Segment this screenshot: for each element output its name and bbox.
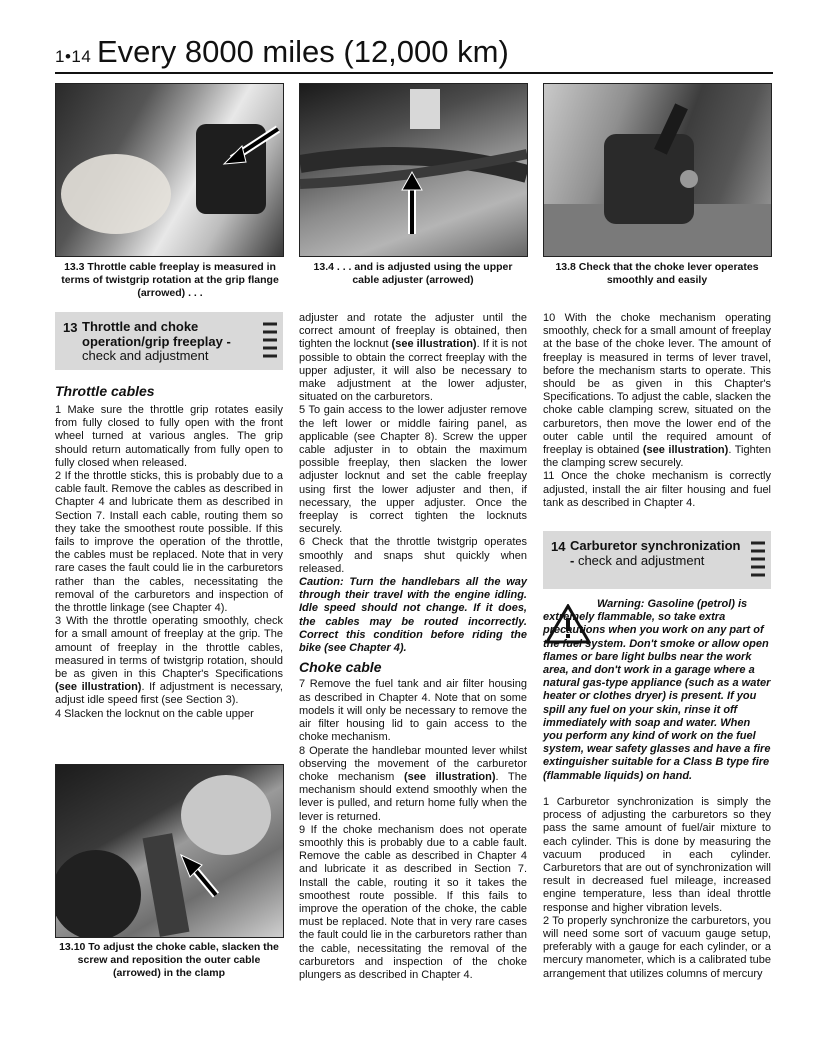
photo-13-8 <box>543 83 772 257</box>
text: 8 Operate the handlebar mounted lever whilst observing the movement of the carburetor choke mechanism <box>299 744 527 783</box>
warning-text: Warning: Gasoline (petrol) is extremely flammable, so take extra precautions when you work on any part of the fuel system. Don't smoke or allow open flames or bare light bulbs near the work area, and don't work in a garage where a natural gas-type appliance (such as a water heater or clothes dryer) is present. If you spill any fuel on your skin, rinse it off immediately with soap and water. When you perform any kind of work on the fuel system, wear safety glasses and have a fire extinguisher suitable for a Class B type fire (flammable liquids) on hand. <box>543 598 771 782</box>
paragraph: 5 To gain access to the lower adjuster remove the left lower or middle fairing panel, as applicable (see Chapter 8). Screw the upper cable adjuster in to obtain the maximum possible freeplay, then slacken the lower adjuster locknut and set the cable freeplay using first the lower adjuster and then, if necessary, the upper adjuster. Once the freeplay is correct tighten the locknuts securely. <box>299 404 527 536</box>
paragraph: 2 If the throttle sticks, this is probably due to a cable fault. Remove the cables as described in Chapter 4 and lubricate them as described in Section 7. Install each cable, routing them so they take the smoothest route possible. If this fails to improve the operation of the throttle, the cables must be replaced. Note that in very rare cases the fault could lie in the carburetors rather than the cables, necessitating the removal of the carburetors and inspection of the throttle linkage (see Chapter 4). <box>55 470 283 615</box>
text: . If it is not possible to obtain the correct freeplay with the upper adjuster, it will also be necessary to make adjustment at the lower adjuster, situated on the carburetors. <box>299 338 527 404</box>
caption-13-10: 13.10 To adjust the choke cable, slacken the screw and reposition the outer cable (arrowed) in the clamp <box>59 941 279 979</box>
text: 3 With the throttle operating smoothly, check for a small amount of freeplay at the grip. The amount of freeplay in the throttle cables, measured in terms of twistgrip rotation, should be as given in this Chapter's Specifications <box>55 615 283 681</box>
paragraph <box>299 745 527 824</box>
paragraph: 1 Make sure the throttle grip rotates easily from fully closed to fully open with the front wheel turned at various angles. The grip should return automatically from fully open to fully closed when released. <box>55 404 283 469</box>
paragraph: 7 Remove the fuel tank and air filter housing as described in Chapter 4. Note that on some models it will only be necessary to remove the air filter housing lid to gain access to the choke mechanism. <box>299 678 527 744</box>
section-title: Carburetor synchronization <box>570 538 741 553</box>
column-2 <box>299 312 527 982</box>
see-illustration: (see illustration) <box>403 770 496 783</box>
caption-13-8: 13.8 Check that the choke lever operates smoothly and easily <box>555 261 759 286</box>
subheading-throttle: Throttle cables <box>55 383 155 399</box>
caption-13-3: 13.3 Throttle cable freeplay is measured in terms of twistgrip rotation at the grip flange (arrowed) . . . <box>61 261 279 299</box>
arrow-icon <box>56 84 283 256</box>
section-subtitle: check and adjustment <box>82 348 209 363</box>
page-header <box>55 34 773 70</box>
section-13-heading <box>55 312 283 370</box>
section-number: 14 <box>551 539 566 554</box>
caution-text: Caution: Turn the handlebars all the way through their travel with the engine idling. Idle speed should not change. If it does, the cables may be routed incorrectly. Correct this condition before riding the bike (see Chapter 4). <box>299 576 527 655</box>
paragraph: 1 Carburetor synchronization is simply the process of adjusting the carburetors so they pass the same amount of fuel/air mixture to each cylinder. This is done by measuring the vacuum produced in each cylinder. Carburetors that are out of synchronization will result in decreased fuel mileage, increased engine temperature, less than ideal throttle response and higher vibration levels. <box>543 796 771 914</box>
see-illustration: (see illustration) <box>642 444 729 457</box>
page-number: 1•14 <box>55 47 92 66</box>
title-dash: - <box>222 333 231 349</box>
title-dash: - <box>570 552 578 568</box>
text: 10 With the choke mechanism operating smoothly, check for a small amount of freeplay at the base of the choke lever. The amount of freeplay is measured in terms of lever travel, before the mechanism starts to operate. This should be as given in this Chapter's Specifications. To adjust the cable, slacken the choke cable clamping screw, situated on the carburetors, then move the lower end of the outer cable until the required amount of freeplay is obtained <box>543 312 771 457</box>
section-title: Throttle and choke operation/grip freeplay <box>82 319 223 349</box>
column-1 <box>55 404 283 721</box>
text: . Tighten the clamping screw securely. <box>543 444 771 470</box>
paragraph: 6 Check that the throttle twistgrip operates smoothly and snaps shut quickly when released. <box>299 536 527 575</box>
section-number: 13 <box>63 320 78 335</box>
paragraph <box>299 312 527 404</box>
section-14-heading <box>543 531 771 589</box>
text: . The mechanism should extend smoothly when the lever is pulled, and return home fully when the lever is returned. <box>299 770 527 823</box>
spanner-rating-icon <box>259 320 281 360</box>
caption-13-4: 13.4 . . . and is adjusted using the upper cable adjuster (arrowed) <box>313 261 513 286</box>
photo-13-3 <box>55 83 284 257</box>
section-subtitle: check and adjustment <box>577 552 705 568</box>
see-illustration: (see illustration) <box>55 681 142 694</box>
paragraph: 11 Once the choke mechanism is correctly adjusted, install the air filter housing and fuel tank as described in Chapter 4. <box>543 470 771 509</box>
paragraph: 4 Slacken the locknut on the cable upper <box>55 707 254 720</box>
page-title: Every 8000 miles (12,000 km) <box>97 34 509 69</box>
paragraph: 9 If the choke mechanism does not operate smoothly this is probably due to a cable fault. Remove the cable as described in Chapter 4 and lubricate it as described in Section 7. Install the cable, routing it so it takes the smoothest route possible. If this fails to improve the operation of the choke, the cable must be replaced. Note that in very rare cases the fault could lie in the carburetors rather than the cable, necessitating the removal of the carburetors and inspection of the choke plungers as described in Chapter 4. <box>299 823 527 981</box>
text: adjuster and rotate the adjuster until the correct amount of freeplay is obtained, then tighten the locknut <box>299 312 527 351</box>
spanner-rating-icon <box>747 539 769 579</box>
text: . If adjustment is necessary, adjust idle speed first (see Section 3). <box>55 681 283 707</box>
paragraph <box>543 312 771 470</box>
see-illustration: (see illustration) <box>391 338 477 351</box>
header-rule <box>55 72 773 74</box>
column-3-lower <box>543 796 771 981</box>
paragraph <box>55 615 283 707</box>
photo-13-4 <box>299 83 528 257</box>
column-3 <box>543 312 771 510</box>
subheading-choke: Choke cable <box>299 659 382 676</box>
photo-13-10 <box>55 764 284 938</box>
paragraph: 2 To properly synchronize the carburetors, you will need some sort of vacuum gauge setup, preferably with a gauge for each cylinder, or a mercury manometer, which is a calibrated tube arrangement that utilizes columns of mercury <box>543 914 771 980</box>
